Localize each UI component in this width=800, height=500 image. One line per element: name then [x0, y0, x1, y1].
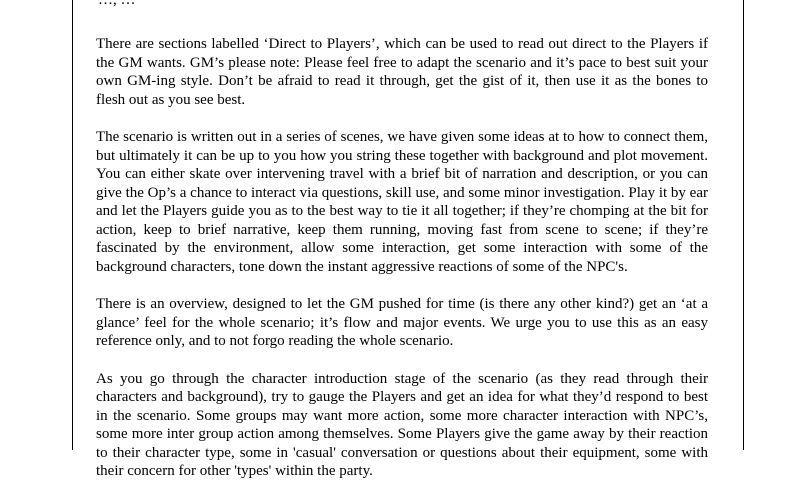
page-border-left	[72, 0, 73, 450]
paragraph-overview: There is an overview, designed to let the GM pushed for time (is there any other kind?) get an ‘at a glance’ feel for the whole scenario; it’s flow and major events. We urge you to use this as an easy reference only, and to not forgo reading the whole scenario.	[96, 296, 708, 349]
paragraph-direct-to-players: There are sections labelled ‘Direct to Players’, which can be used to read out direct to the Players if the GM wants. GM’s please note: Please feel free to adapt the scenario and it’s pace to best suit your own GM-ing style. Don’t be afraid to read it through, get the gist of it, then use it as the bones to flesh out as you see best.	[96, 36, 708, 108]
cut-off-text-line: …, …	[98, 0, 136, 8]
page-border-right	[743, 0, 744, 450]
paragraph-scenes: The scenario is written out in a series of scenes, we have given some ideas at to how to connect them, but ultimately it can be up to you how you string these together with background and plot movement. You can either skate over intervening travel with a brief bit of narration and description, or you can give the Op’s a chance to interact via questions, skill use, and some minor investigation. Play it by ear and let the Players guide you as to the best way to tie it all together; if they’re chomping at the bit for action, keep to brief narrative, keep them running, moving fast from scene to scene; if they’re fascinated by the environment, allow some interaction, get some interaction with some of the background characters, tone down the instant aggressive reactions of some of the NPC's.	[96, 129, 708, 275]
document-body	[96, 35, 708, 500]
paragraph-character-introduction: As you go through the character introduction stage of the scenario (as they read through their characters and background), try to gauge the Players and get an idea for what they’d respond to best in the scenario. Some groups may want more action, some more character interaction with NPC’s, some more inter group action among themselves. Some Players give the game away by their reaction to their character type, some in 'casual' conversation or questions about their equipment, some with their concern for other 'types' within the party.	[96, 370, 708, 479]
